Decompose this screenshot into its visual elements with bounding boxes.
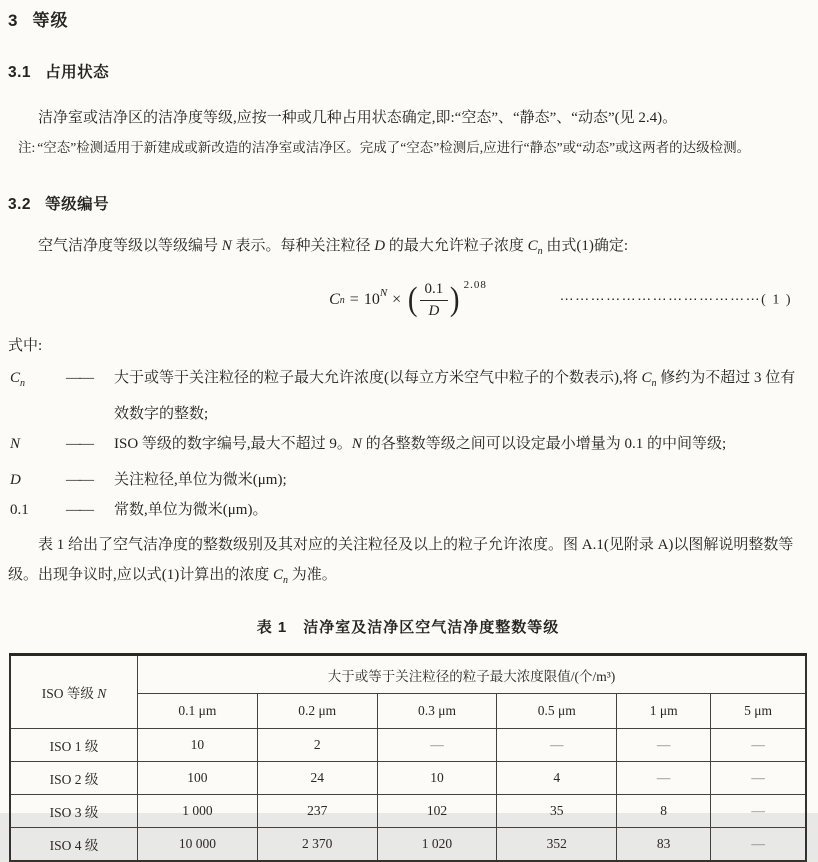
variable-D: D <box>374 238 386 254</box>
times-sign: × <box>392 291 402 308</box>
cell-value: 24 <box>257 762 377 795</box>
equals-sign: = <box>349 291 359 308</box>
cell-value: — <box>617 762 711 795</box>
definition-dash: —— <box>66 370 92 386</box>
definition-text <box>114 495 808 525</box>
formula-base-exponent: N <box>379 287 388 299</box>
cell-value: 10 <box>377 762 497 795</box>
note-text: “空态”检测适用于新建成或新改造的洁净室或洁净区。完成了“空态”检测后,应进行“静态”或“动态”或这两者的达级检测。 <box>37 140 751 155</box>
definition-text-segment: 大于或等于关注粒径的粒子最大允许浓度(以每立方米空气中粒子的个数表示),将 <box>114 370 642 386</box>
table-1-caption <box>8 616 808 637</box>
paragraph-text: 的最大允许粒子浓度 <box>385 238 528 254</box>
cell-value: 2 <box>257 729 377 762</box>
definition-text-segment: ISO 等级的数字编号,最大不超过 9。 <box>114 436 352 452</box>
section-3-1-heading <box>8 60 808 82</box>
term-symbol: 0.1 <box>10 502 29 518</box>
cell-value: — <box>711 729 806 762</box>
section-3-number: 3 <box>8 11 19 30</box>
note-block <box>18 133 804 163</box>
header-size-0-5um: 0.5 μm <box>497 694 617 729</box>
cell-value: — <box>377 729 497 762</box>
row-label: ISO 4 级 <box>10 828 138 862</box>
cell-value: — <box>711 795 806 828</box>
where-label: 式中: <box>8 338 43 354</box>
cell-value: — <box>711 762 806 795</box>
cell-value: 83 <box>617 828 711 862</box>
cell-value: 102 <box>377 795 497 828</box>
row-label: ISO 3 级 <box>10 795 138 828</box>
fraction <box>420 280 449 321</box>
header-text: ISO 等级 <box>41 686 98 701</box>
row-label: ISO 2 级 <box>10 762 138 795</box>
table-row-iso3 <box>10 795 806 828</box>
cell-value: — <box>497 729 617 762</box>
section-3-2-heading <box>8 192 808 214</box>
formula-lhs: C <box>329 291 340 308</box>
table-1-caption-title: 洁净室及洁净区空气洁净度整数等级 <box>303 619 560 636</box>
fraction-numerator: 0.1 <box>420 280 449 301</box>
cell-value: 2 370 <box>257 828 377 862</box>
cell-value: 8 <box>617 795 711 828</box>
inline-variable-subscript: n <box>283 575 289 586</box>
term-symbol: N <box>10 436 21 452</box>
cell-value: 1 000 <box>138 795 258 828</box>
definition-text-segment: 关注粒径,单位为微米(μm); <box>114 472 287 488</box>
variable-N: N <box>221 238 232 254</box>
definition-0-1 <box>10 495 808 525</box>
section-3-title: 等级 <box>32 11 69 30</box>
cell-value: 4 <box>497 762 617 795</box>
definition-dash: —— <box>66 502 92 518</box>
paragraph-text: 表 1 给出了空气洁净度的整数级别及其对应的关注粒径及以上的粒子允许浓度。图 A.1(见附录 A)以图解说明整数等级。出现争议时,应以式(1)计算出的浓度 <box>8 537 794 583</box>
cell-value: 100 <box>138 762 258 795</box>
definition-D <box>10 465 808 495</box>
close-paren: ) <box>450 281 460 319</box>
equation-1-expression <box>329 280 487 321</box>
occupancy-paragraph: 洁净室或洁净区的洁净度等级,应按一种或几种占用状态确定,即:“空态”、“静态”、“动态”(见 2.4)。 <box>38 110 678 126</box>
header-size-1um: 1 μm <box>617 694 711 729</box>
section-3-1-title: 占用状态 <box>45 64 110 81</box>
header-size-0-3um: 0.3 μm <box>377 694 497 729</box>
equation-number: ( 1 ) <box>761 292 792 308</box>
definition-text-segment: 的各整数等级之间可以设定最小增量为 0.1 的中间等级; <box>361 436 727 452</box>
formula-exponent: 2.08 <box>463 279 487 291</box>
paragraph-text: 表示。每种关注粒径 <box>231 238 375 254</box>
section-3-1-number: 3.1 <box>8 64 32 81</box>
inline-variable-subscript: n <box>651 378 657 389</box>
header-size-5um: 5 μm <box>711 694 806 729</box>
table-1-caption-label: 表 1 <box>256 619 288 636</box>
section-3-2-title: 等级编号 <box>45 196 110 213</box>
paragraph-text: 由式(1)确定: <box>542 238 629 254</box>
definition-text <box>114 363 808 429</box>
equation-dot-leader <box>560 292 792 309</box>
section-3-heading <box>8 6 808 31</box>
definition-text <box>114 429 808 465</box>
inline-variable: C <box>273 567 284 583</box>
definition-term <box>10 429 66 465</box>
header-concentration-limit: 大于或等于关注粒径的粒子最大浓度限值/(个/m³) <box>138 655 807 694</box>
header-iso-class <box>10 655 138 729</box>
header-size-0-2um: 0.2 μm <box>257 694 377 729</box>
definition-term <box>10 363 66 429</box>
variable-C-subscript: n <box>537 246 543 257</box>
cell-value: — <box>711 828 806 862</box>
definition-term <box>10 495 66 525</box>
section-3-2-number: 3.2 <box>8 196 32 213</box>
definition-dash: —— <box>66 472 92 488</box>
table-row-iso2 <box>10 762 806 795</box>
open-paren: ( <box>408 281 418 319</box>
inline-variable: C <box>641 370 652 386</box>
cell-value: 352 <box>497 828 617 862</box>
iso-class-table <box>9 653 807 862</box>
fraction-denominator: D <box>428 302 440 319</box>
cell-value: 35 <box>497 795 617 828</box>
table-intro-paragraph <box>8 530 808 596</box>
term-symbol: D <box>10 472 21 488</box>
table-row-iso4 <box>10 828 806 862</box>
definition-Cn <box>10 363 808 429</box>
definition-term <box>10 465 66 495</box>
symbol-definitions <box>10 363 808 525</box>
cell-value: 1 020 <box>377 828 497 862</box>
definition-dash: —— <box>66 436 92 452</box>
term-symbol: C <box>10 370 21 386</box>
table-row-iso1 <box>10 729 806 762</box>
note-label: 注: <box>18 140 36 155</box>
header-variable-N: N <box>97 686 107 701</box>
cell-value: 10 <box>138 729 258 762</box>
header-size-0-1um: 0.1 μm <box>138 694 258 729</box>
definition-text <box>114 465 808 495</box>
cell-value: 237 <box>257 795 377 828</box>
term-subscript: n <box>20 378 26 389</box>
inline-variable: N <box>351 436 362 452</box>
variable-C: C <box>527 238 538 254</box>
table-header-row-1 <box>10 655 806 694</box>
formula-lhs-subscript: n <box>339 294 345 306</box>
class-number-paragraph <box>8 231 808 267</box>
cell-value: — <box>617 729 711 762</box>
definition-text-segment: 常数,单位为微米(μm)。 <box>114 502 268 518</box>
formula-base: 10 <box>363 291 380 308</box>
row-label: ISO 1 级 <box>10 729 138 762</box>
definition-N <box>10 429 808 465</box>
paragraph-text: 空气洁净度等级以等级编号 <box>38 238 222 254</box>
dot-leader: ⋯⋯⋯⋯⋯⋯⋯⋯⋯⋯⋯⋯⋯ <box>559 292 762 308</box>
equation-1 <box>8 271 808 329</box>
cell-value: 10 000 <box>138 828 258 862</box>
paragraph-text: 为准。 <box>288 567 337 583</box>
definition-text-segment: 修约为不超过 3 位有效数字的整数; <box>114 370 796 422</box>
